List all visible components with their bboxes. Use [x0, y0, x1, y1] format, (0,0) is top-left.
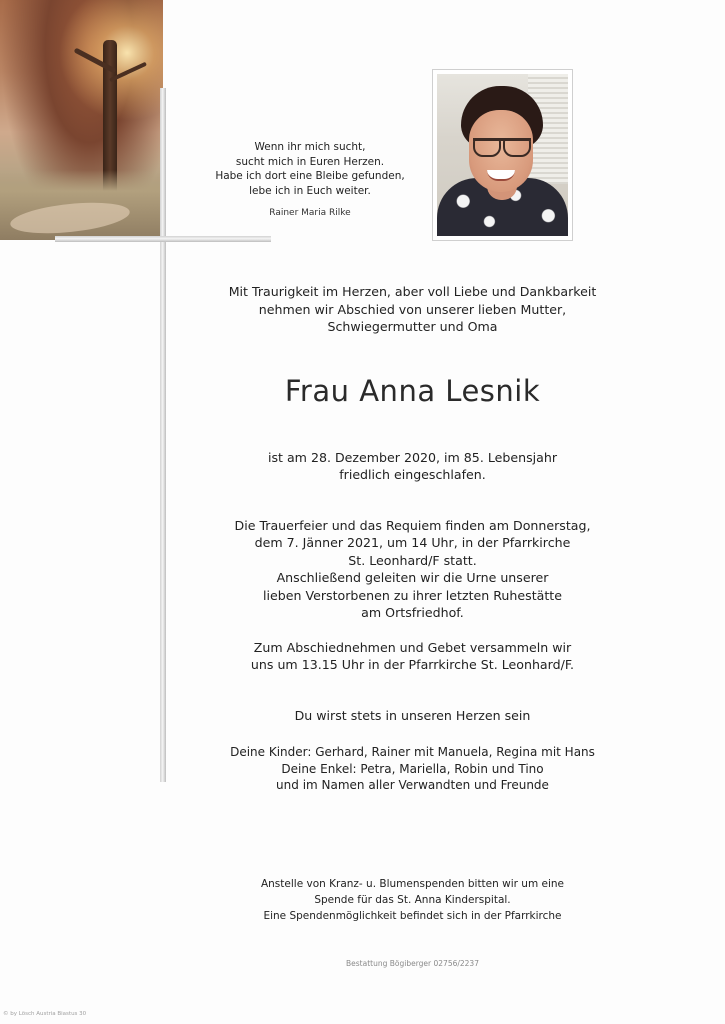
ceremony-line: lieben Verstorbenen zu ihrer letzten Ruhestätte: [263, 587, 562, 603]
donation-note: [180, 876, 645, 924]
prayer-line: uns um 13.15 Uhr in der Pfarrkirche St. Leonhard/F.: [250, 657, 575, 672]
quote-line: Wenn ihr mich sucht,: [254, 141, 366, 153]
intro-text: [180, 283, 645, 336]
ceremony-line: dem 7. Jänner 2021, um 14 Uhr, in der Pfarrkirche: [254, 535, 571, 550]
donation-line: Anstelle von Kranz- u. Blumenspenden bitten wir um eine: [260, 878, 565, 890]
glasses-icon: [473, 138, 531, 157]
family-line: Deine Kinder: Gerhard, Rainer mit Manuela, Regina mit Hans: [230, 745, 595, 759]
intro-line: Mit Traurigkeit im Herzen, aber voll Liebe und Dankbarkeit: [228, 284, 597, 299]
portrait-photo: [437, 74, 568, 236]
deceased-name: Frau Anna Lesnik: [284, 373, 541, 408]
intro-line: nehmen wir Abschied von unserer lieben Mutter,: [258, 301, 567, 317]
quote-line: sucht mich in Euren Herzen.: [235, 155, 385, 168]
ceremony-line: Die Trauerfeier und das Requiem finden am Donnerstag,: [234, 517, 591, 533]
family-line: und im Namen aller Verwandten und Freunde: [276, 778, 549, 792]
quote-line: lebe ich in Euch weiter.: [249, 184, 371, 197]
portrait-frame: [432, 69, 573, 241]
family-line: Deine Enkel: Petra, Mariella, Robin und Tino: [281, 761, 544, 776]
copyright-notice: © by Lösch Austria Biastus 30: [3, 1011, 87, 1017]
donation-line: Eine Spendenmöglichkeit befindet sich in der Pfarrkirche: [263, 910, 562, 922]
ceremony-line: St. Leonhard/F statt.: [348, 552, 477, 568]
quote-author: Rainer Maria Rilke: [269, 208, 351, 218]
memorial-quote: [205, 140, 415, 221]
quote-line: Habe ich dort eine Bleibe gefunden,: [215, 170, 405, 182]
undertaker-contact: Bestattung Bögiberger 02756/2237: [346, 959, 479, 968]
passing-text: [180, 449, 645, 484]
ceremony-line: am Ortsfriedhof.: [361, 605, 464, 620]
passing-line: friedlich eingeschlafen.: [339, 467, 486, 482]
family-signature: [180, 744, 645, 794]
donation-line: Spende für das St. Anna Kinderspital.: [314, 894, 511, 906]
passing-line: ist am 28. Dezember 2020, im 85. Lebensjahr: [267, 449, 558, 465]
cross-vertical-bar: [160, 88, 166, 782]
intro-line: Schwiegermutter und Oma: [327, 319, 498, 334]
obituary-body: [180, 283, 645, 794]
motto-text: Du wirst stets in unseren Herzen sein: [294, 707, 531, 723]
cross-horizontal-bar: [55, 236, 271, 242]
autumn-tree-photo: [0, 0, 163, 240]
ceremony-text: [180, 517, 645, 622]
ceremony-line: Anschließend geleiten wir die Urne unserer: [276, 570, 549, 585]
prayer-line: Zum Abschiednehmen und Gebet versammeln wir: [253, 639, 572, 655]
prayer-text: [180, 639, 645, 674]
